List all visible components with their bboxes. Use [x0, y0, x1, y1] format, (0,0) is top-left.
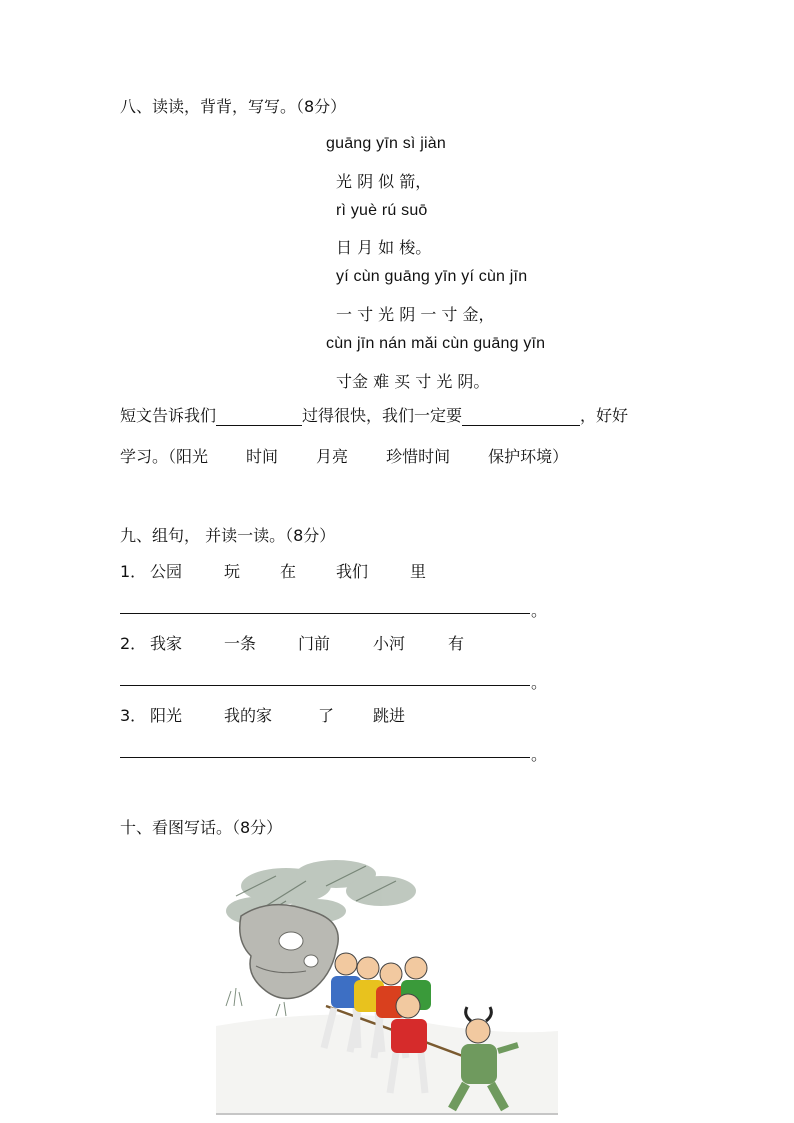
fill-text-1: 短文告诉我们	[120, 406, 217, 425]
item-2-word: 小河	[373, 634, 406, 653]
fill-blank-1[interactable]	[216, 407, 302, 426]
options-prefix: 学习。（	[120, 447, 177, 466]
fill-text-2: 过得很快，我们一定要	[302, 406, 463, 425]
option-word: 阳光	[176, 447, 209, 466]
poem-pinyin-3: yí cùn guāng yīn yí cùn jīn	[336, 268, 528, 285]
option-word: 珍惜时间	[386, 447, 451, 466]
item-1-number: 1．	[120, 562, 147, 581]
fill-text-3: ，好好	[580, 406, 629, 425]
poem-line-2: 日 月 如 梭。	[336, 238, 432, 257]
option-word: 保护环境	[488, 447, 553, 466]
children-playing-picture	[216, 856, 558, 1115]
poem-pinyin-1: guāng yīn sì jiàn	[326, 135, 446, 152]
poem-line-3: 一 寸 光 阴 一 寸 金，	[336, 305, 495, 324]
section8-title: 八、读读，背背，写写。（8分）	[120, 97, 347, 116]
section9-title: 九、组句， 并读一读。（8分）	[120, 526, 336, 545]
poem-pinyin-4: cùn jīn nán mǎi cùn guāng yīn	[326, 335, 546, 352]
tug-of-war-illustration	[216, 856, 558, 1115]
answer-line-3[interactable]	[120, 757, 530, 758]
fill-sentence	[120, 403, 628, 426]
item-1-word: 里	[410, 562, 427, 581]
poem-line-4: 寸金 难 买 寸 光 阴。	[336, 372, 490, 391]
item-3-word: 我的家	[224, 706, 273, 725]
options-line	[120, 444, 568, 467]
answer-line-2[interactable]	[120, 685, 530, 686]
item-1-word: 在	[280, 562, 297, 581]
option-word: 时间	[246, 447, 279, 466]
option-word: 月亮	[316, 447, 349, 466]
answer-line-1[interactable]	[120, 613, 530, 614]
item-1-word: 玩	[224, 562, 241, 581]
item-3-word: 跳进	[373, 706, 406, 725]
poem-line-1: 光 阴 似 箭，	[336, 172, 432, 191]
item-2-number: 2．	[120, 634, 147, 653]
item-2-word: 一条	[224, 634, 257, 653]
fill-blank-2[interactable]	[462, 407, 580, 426]
section10-title: 十、看图写话。（8分）	[120, 818, 283, 837]
options-suffix: ）	[552, 447, 569, 466]
item-2-word: 有	[448, 634, 465, 653]
item-1-word: 我们	[336, 562, 369, 581]
item-1-word: 公园	[150, 562, 183, 581]
answer-period-3: 。	[531, 745, 548, 764]
answer-period-1: 。	[531, 601, 548, 620]
item-3-number: 3．	[120, 706, 147, 725]
answer-period-2: 。	[531, 673, 548, 692]
item-3-word: 了	[318, 706, 335, 725]
item-3-word: 阳光	[150, 706, 183, 725]
item-2-word: 我家	[150, 634, 183, 653]
poem-pinyin-2: rì yuè rú suō	[336, 202, 428, 219]
item-2-word: 门前	[298, 634, 331, 653]
